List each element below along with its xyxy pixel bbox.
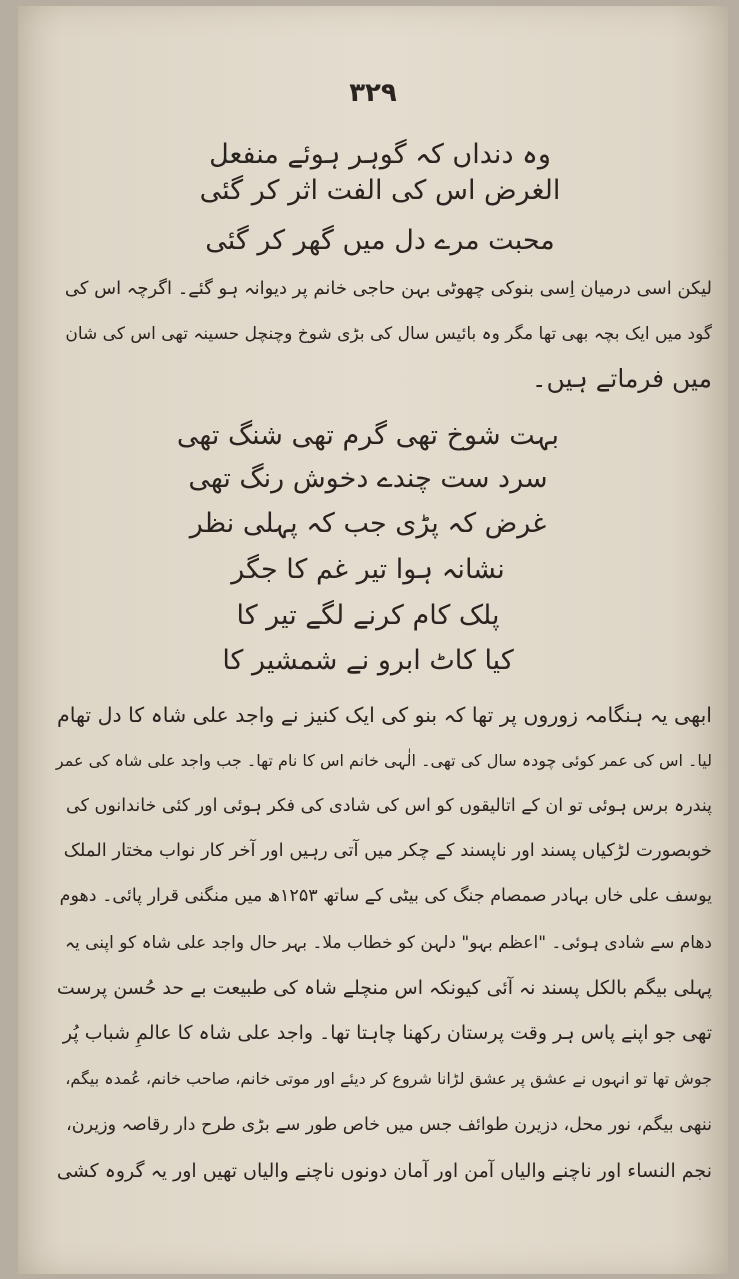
- verse-line: محبت مرے دل میں گھر کر گئی: [205, 225, 555, 256]
- verse-line: بہت شوخ تھی گرم تھی شنگ تھی: [176, 420, 560, 451]
- paragraph-line: جوش تھا تو انہوں نے عشق پر عشق لڑانا شروع کر دیئے اور موتی خانم، صاحب خانم، عُمدہ بیگم،: [65, 1069, 712, 1088]
- verse-line: سرد ست چندے دخوش رنگ تھی: [188, 463, 548, 494]
- verse-line: پلک کام کرنے لگے تیر کا: [236, 600, 500, 631]
- paragraph-line: ابھی یہ ہنگامہ زوروں پر تھا کہ بنو کی ایک کنیز نے واجد علی شاہ کا دل تھام: [57, 703, 712, 727]
- paragraph-line: نجم النساء اور ناچنے والیاں آمن اور آمان دونوں ناچنے والیاں تھیں اور یہ گروہ کشی: [56, 1160, 712, 1182]
- paragraph-line: دھام سے شادی ہوئی۔ "اعظم بہو" دلہن کو خطاب ملا۔ بہر حال واجد علی شاہ کو اپنی یہ: [65, 933, 712, 953]
- paragraph-line: ننھی بیگم، نور محل، دزیرن طوائف جس میں خاص طور سے بڑی طرح دار رقاصہ وزیرن،: [66, 1115, 712, 1135]
- paragraph-line: پندرہ برس ہوئی تو ان کے اتالیقوں کو اس کی شادی کی فکر ہوئی اور کئی خاندانوں کی: [66, 796, 712, 816]
- verse-line: الغرض اس کی الفت اثر کر گئی: [199, 175, 561, 206]
- paragraph-line: لیا۔ اس کی عمر کوئی چودہ سال کی تھی۔ الٰہی خانم اس کا نام تھا۔ جب واجد علی شاہ کی عمر: [55, 751, 712, 770]
- verse-line: غرض کہ پڑی جب کہ پہلی نظر: [189, 508, 547, 539]
- verse-line: وہ دنداں کہ گوہر ہوئے منفعل: [209, 139, 551, 170]
- paragraph-line: لیکن اسی درمیان اِسی بنوکی چھوٹی بہن حاجی خانم پر دیوانہ ہو گئے۔ اگرچہ اس کی: [64, 278, 712, 299]
- paragraph-line: خوبصورت لڑکیاں پسند اور ناپسند کے چکر میں آتی رہیں اور آخر کار نواب مختار الملک: [63, 840, 712, 861]
- book-page: [18, 6, 728, 1274]
- paragraph-line: میں فرماتے ہیں۔: [531, 364, 712, 393]
- page-number: ۳۲۹: [349, 78, 397, 108]
- paragraph-line: گود میں ایک بچہ بھی تھا مگر وہ بائیس سال کی بڑی شوخ وچنچل حسینہ تھی اس کی شان: [65, 324, 712, 344]
- paragraph-line: پہلی بیگم بالکل پسند نہ آئی کیونکہ اس منچلے شاہ کی طبیعت بے حد حُسن پرست: [56, 977, 712, 999]
- verse-line: نشانہ ہوا تیر غم کا جگر: [231, 554, 505, 585]
- verse-line: کیا کاٹ ابرو نے شمشیر کا: [222, 645, 514, 676]
- paragraph-line: تھی جو اپنے پاس ہر وقت پرستان رکھنا چاہتا تھا۔ واجد علی شاہ کا عالمِ شباب پُر: [62, 1022, 712, 1044]
- paragraph-line: یوسف علی خاں بہادر صمصام جنگ کی بیٹی کے ساتھ ۱۲۵۳ھ میں منگنی قرار پائی۔ دھوم: [59, 886, 712, 906]
